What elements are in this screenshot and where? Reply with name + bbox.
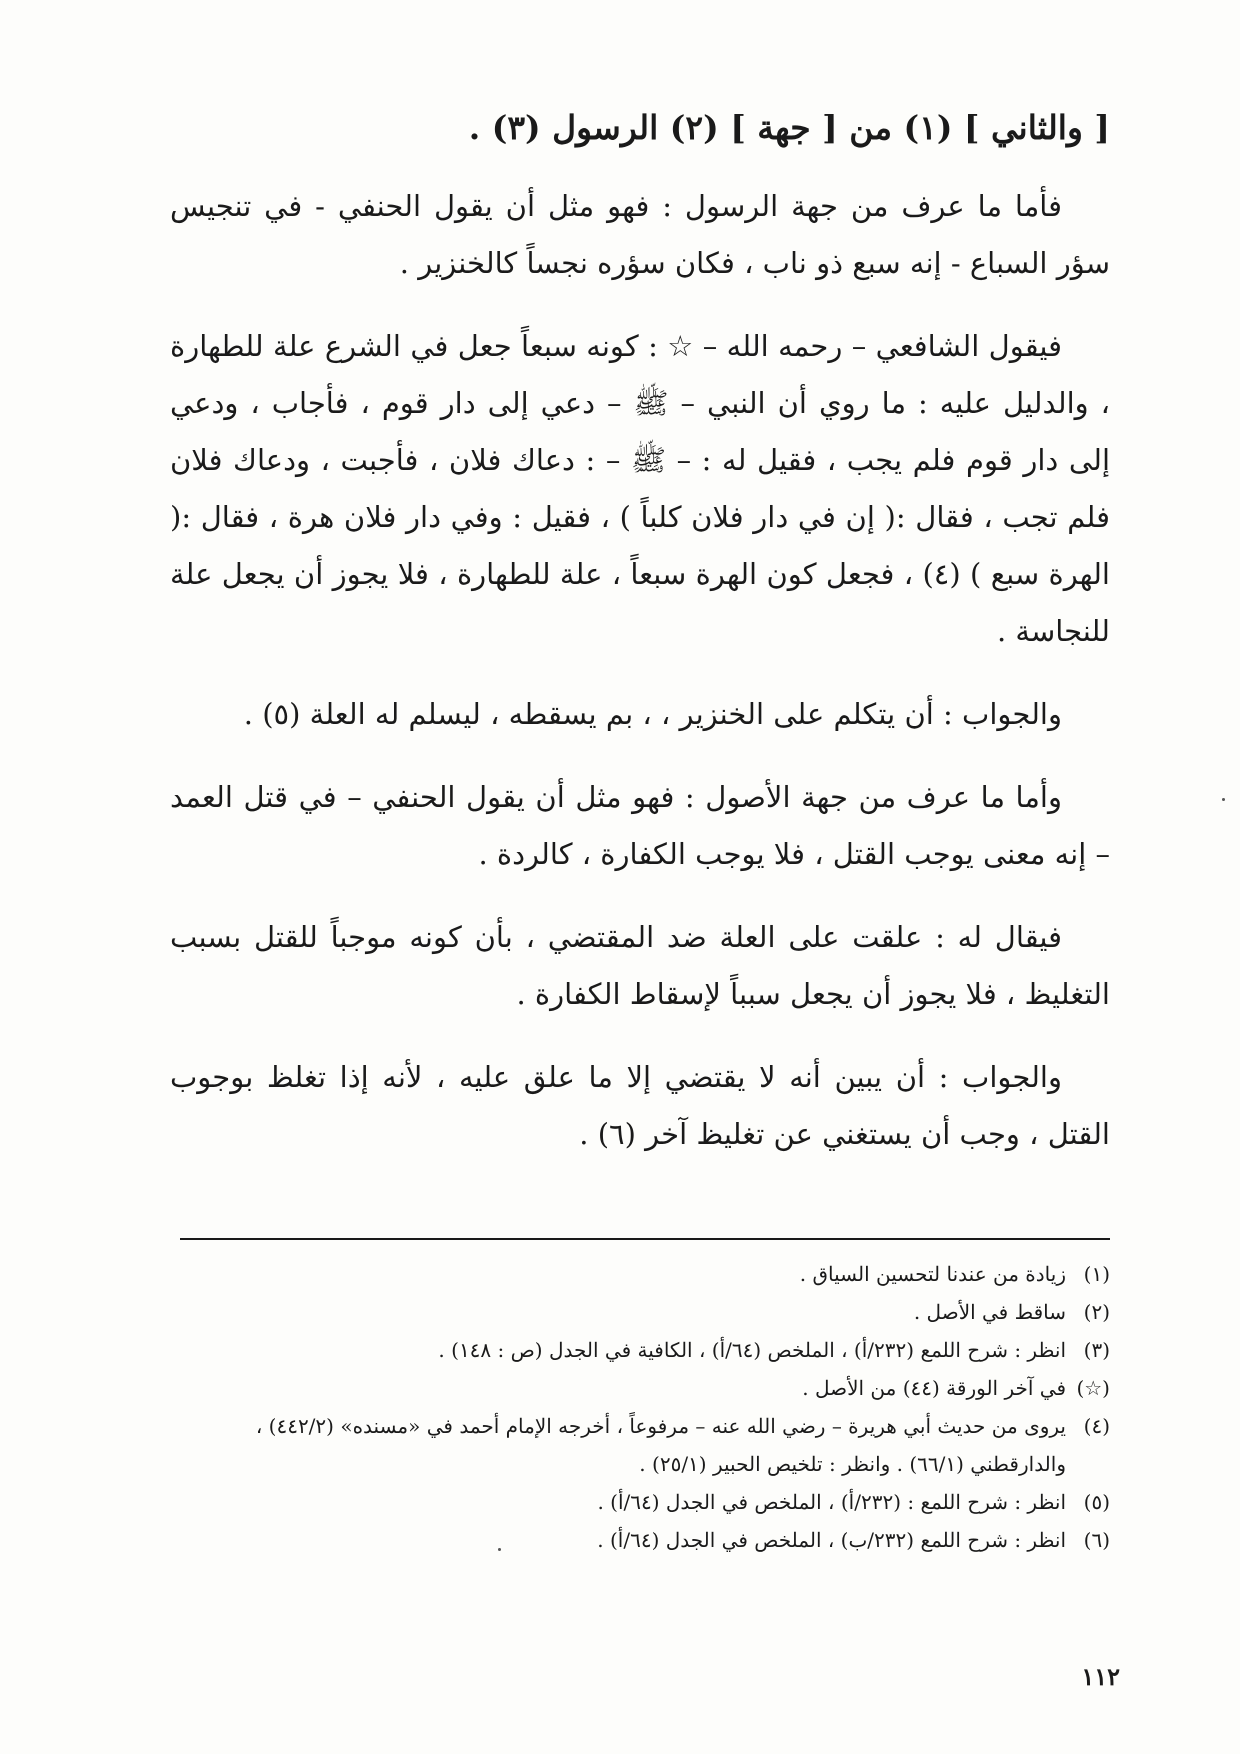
footnote-text: انظر : شرح اللمع (٢٣٢/أ) ، الملخص (٦٤/أ) ، الكافية في الجدل (ص : ١٤٨) . bbox=[438, 1338, 1066, 1362]
footnote-number: (٦) bbox=[1083, 1528, 1110, 1552]
footnote-text: في آخر الورقة (٤٤) من الأصل . bbox=[802, 1376, 1066, 1400]
footnote-number: (٣) bbox=[1083, 1338, 1110, 1362]
section-heading: [ والثاني ] (١) من [ جهة ] (٢) الرسول (٣) . bbox=[468, 108, 1110, 147]
paragraph: وأما ما عرف من جهة الأصول : فهو مثل أن يقول الحنفي – في قتل العمد – إنه معنى يوجب القتل ، فلا يوجب الكفارة ، كالردة . bbox=[170, 780, 1110, 871]
footnote bbox=[180, 1407, 1110, 1483]
paragraph: والجواب : أن يبين أنه لا يقتضي إلا ما علق عليه ، لأنه إذا تغلظ بوجوب القتل ، وجب أن يستغني عن تغليظ آخر (٦) . bbox=[170, 1060, 1110, 1151]
footnote bbox=[180, 1293, 1110, 1331]
footnote-number: (١) bbox=[1083, 1262, 1110, 1286]
footnote bbox=[180, 1331, 1110, 1369]
main-text bbox=[170, 100, 1110, 1189]
footnote-text: يروى من حديث أبي هريرة – رضي الله عنه – مرفوعاً ، أخرجه الإمام أحمد في «مسنده» (٤٤٢/٢) ، والدارقطني (٦٦/١) . وانظر : تلخيص الحبير (٢٥/١) . bbox=[255, 1414, 1066, 1476]
scan-speck bbox=[1222, 798, 1225, 801]
page-number: ١١٢ bbox=[1081, 1662, 1120, 1691]
footnote-divider bbox=[180, 1238, 1110, 1240]
footnote bbox=[180, 1255, 1110, 1293]
footnote-text: ساقط في الأصل . bbox=[913, 1300, 1066, 1324]
footnote-text: انظر : شرح اللمع (٢٣٢/ب) ، الملخص في الجدل (٦٤/أ) . bbox=[597, 1528, 1066, 1552]
paragraph: فيقول الشافعي – رحمه الله – ☆ : كونه سبعاً جعل في الشرع علة للطهارة ، والدليل عليه : ما روي أن النبي – ﷺ – دعي إلى دار قوم ، فأجاب ، ودعي إلى دار قوم فلم يجب ، فقيل له : – ﷺ – : دعاك فلان ، فأجبت ، ودعاك فلان فلم تجب ، فقال :( إن في دار فلان كلباً ) ، فقيل : وفي دار فلان هرة ، فقال :( الهرة سبع ) (٤) ، فجعل كون الهرة سبعاً ، علة للطهارة ، فلا يجوز أن يجعل علة للنجاسة . bbox=[170, 329, 1110, 648]
paragraph: والجواب : أن يتكلم على الخنزير ، ، بم يسقطه ، ليسلم له العلة (٥) . bbox=[243, 697, 1062, 731]
footnote-number: (٥) bbox=[1083, 1490, 1110, 1514]
footnote bbox=[180, 1521, 1110, 1559]
footnote-number: (٤) bbox=[1083, 1414, 1110, 1438]
footnote-number: (٢) bbox=[1083, 1300, 1110, 1324]
footnote-text: انظر : شرح اللمع : (٢٣٢/أ) ، الملخص في الجدل (٦٤/أ) . bbox=[597, 1490, 1066, 1514]
footnote-number: (☆) bbox=[1076, 1376, 1110, 1400]
footnote bbox=[180, 1483, 1110, 1521]
paragraph: فيقال له : علقت على العلة ضد المقتضي ، بأن كونه موجباً للقتل بسبب التغليظ ، فلا يجوز أن يجعل سبباً لإسقاط الكفارة . bbox=[170, 920, 1110, 1011]
paragraph: فأما ما عرف من جهة الرسول : فهو مثل أن يقول الحنفي - في تنجيس سؤر السباع - إنه سبع ذو ناب ، فكان سؤره نجساً كالخنزير . bbox=[170, 189, 1110, 280]
footnote bbox=[180, 1369, 1110, 1407]
footnote-text: زيادة من عندنا لتحسين السياق . bbox=[799, 1262, 1066, 1286]
footnotes bbox=[180, 1255, 1110, 1559]
scan-speck bbox=[498, 1548, 501, 1551]
